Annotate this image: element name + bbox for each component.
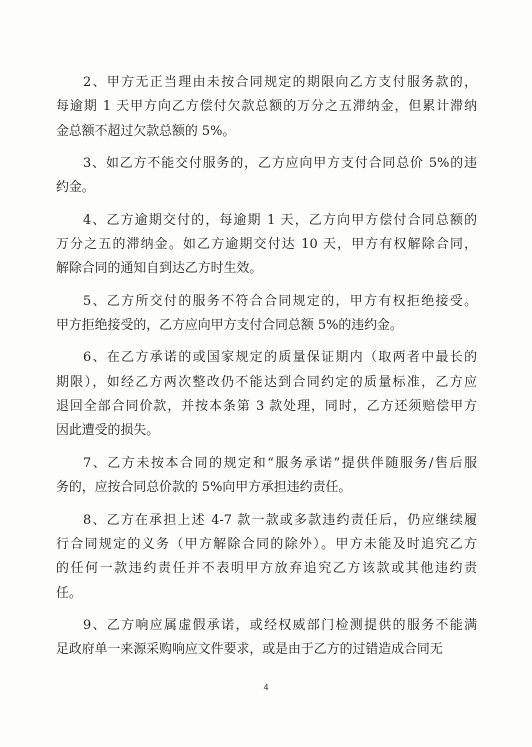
text-line: 解除合同的通知自到达乙方时生效。	[56, 261, 263, 277]
page-number: 4	[263, 683, 269, 692]
document-body	[56, 71, 477, 663]
paragraph-gap	[56, 606, 477, 614]
paragraph-gap	[56, 144, 477, 152]
paragraph-p5	[56, 290, 477, 339]
text-line: 约金。	[56, 180, 95, 196]
text-line: 退回全部合同价款，并按本条第 3 款处理，同时，乙方还须赔偿甲方	[56, 399, 477, 415]
paragraph-gap	[56, 501, 477, 509]
text-line: 务的，应按合同总价款的 5%向甲方承担违约责任。	[56, 480, 352, 496]
text-line: 3、如乙方不能交付服务的，乙方应向甲方支付合同总价 5%的违	[83, 156, 477, 172]
text-line: 8、乙方在承担上述 4-7 款一款或多款违约责任后，仍应继续履	[83, 512, 477, 528]
text-line: 万分之五的滞纳金。如乙方逾期交付达 10 天，甲方有权解除合同，	[56, 237, 477, 253]
text-line: 7、乙方未按本合同的规定和“服务承诺”提供伴随服务/售后服	[83, 455, 477, 471]
paragraph-gap	[56, 201, 477, 209]
text-line: 9、乙方响应属虚假承诺，或经权威部门检测提供的服务不能满	[83, 617, 477, 633]
paragraph-p6	[56, 346, 477, 443]
paragraph-p4	[56, 209, 477, 282]
paragraph-gap	[56, 444, 477, 452]
text-line: 5、乙方所交付的服务不符合合同规定的，甲方有权拒绝接受。	[83, 293, 477, 309]
text-line: 甲方拒绝接受的，乙方应向甲方支付合同总额 5%的违约金。	[56, 318, 403, 334]
text-line: 每逾期 1 天甲方向乙方偿付欠款总额的万分之五滞纳金，但累计滞纳	[56, 99, 477, 115]
paragraph-p7	[56, 452, 477, 501]
text-line: 足政府单一来源采购响应文件要求，或是由于乙方的过错造成合同无	[56, 642, 443, 658]
paragraph-gap	[56, 338, 477, 346]
text-line: 行合同规定的义务（甲方解除合同的除外）。甲方未能及时追究乙方	[56, 536, 477, 552]
text-line: 4、乙方逾期交付的，每逾期 1 天，乙方向甲方偿付合同总额的	[83, 212, 477, 228]
paragraph-gap	[56, 282, 477, 290]
text-line: 因此遭受的损失。	[56, 423, 160, 439]
paragraph-p8	[56, 509, 477, 606]
paragraph-p3	[56, 152, 477, 201]
text-line: 2、甲方无正当理由未按合同规定的期限向乙方支付服务款的，	[83, 75, 477, 90]
text-line: 6、在乙方承诺的或国家规定的质量保证期内（取两者中最长的	[83, 350, 477, 366]
text-line: 的任何一款违约责任并不表明甲方放弃追究乙方该款或其他违约责	[56, 561, 477, 577]
text-line: 任。	[56, 585, 82, 601]
paragraph-p2	[56, 71, 477, 144]
text-line: 金总额不超过欠款总额的 5%。	[56, 123, 236, 139]
text-line: 期限），如经乙方两次整改仍不能达到合同约定的质量标准，乙方应	[56, 374, 477, 390]
paragraph-p9	[56, 614, 477, 663]
